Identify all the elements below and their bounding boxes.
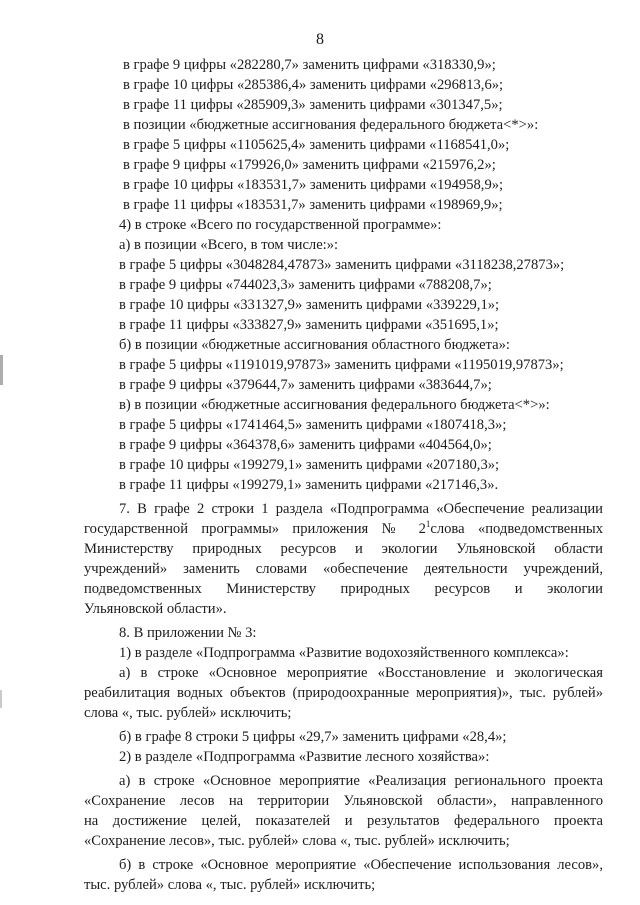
text-line: а) в позиции «Всего, в том числе:»:: [119, 237, 339, 253]
text-line: в графе 9 цифры «282280,7» заменить цифрами «318330,9»;: [123, 57, 496, 73]
text-line: в графе 10 цифры «331327,9» заменить цифрами «339229,1»;: [119, 297, 500, 313]
text-line: в графе 10 цифры «285386,4» заменить цифрами «296813,6»;: [123, 77, 504, 93]
text-line: в графе 9 цифры «179926,0» заменить цифрами «215976,2»;: [123, 157, 496, 173]
text-line: 2) в разделе «Подпрограмма «Развитие лесного хозяйства»:: [119, 749, 490, 765]
text-line: в графе 11 цифры «183531,7» заменить цифрами «198969,9»;: [123, 197, 503, 213]
text-fragment: государственной программы» приложения № 2: [84, 521, 426, 537]
scan-edge-mark: [0, 690, 2, 708]
text-line: в графе 5 цифры «1105625,4» заменить цифрами «1168541,0»;: [123, 137, 510, 153]
text-line: 4) в строке «Всего по государственной программе»:: [119, 217, 442, 233]
text-line: 1) в разделе «Подпрограмма «Развитие водохозяйственного комплекса»:: [119, 645, 569, 661]
text-line: слова «, тыс. рублей» исключить;: [84, 705, 292, 721]
text-line: тыс. рублей» слова «, тыс. рублей» исключить;: [84, 877, 376, 893]
text-line: в) в позиции «бюджетные ассигнования федерального бюджета<*>»:: [119, 397, 550, 413]
text-line: 8. В приложении № 3:: [119, 625, 257, 641]
text-line: а) в строке «Основное мероприятие «Восстановление и экологическая: [119, 665, 603, 681]
text-line: в графе 11 цифры «333827,9» заменить цифрами «351695,1»;: [119, 317, 499, 333]
text-line: б) в графе 8 строки 5 цифры «29,7» заменить цифрами «28,4»;: [119, 729, 507, 745]
superscript: 1: [425, 519, 431, 530]
text-line: [84, 520, 603, 539]
text-line: на достижение целей, показателей и результатов федерального проекта: [84, 813, 603, 829]
text-line: в графе 9 цифры «744023,3» заменить цифрами «788208,7»;: [119, 277, 492, 293]
text-line: в графе 10 цифры «183531,7» заменить цифрами «194958,9»;: [123, 177, 504, 193]
text-line: «Сохранение лесов», тыс. рублей» слова «, тыс. рублей» исключить;: [84, 833, 510, 849]
text-line: в графе 5 цифры «3048284,47873» заменить цифрами «3118238,27873»;: [119, 257, 565, 273]
text-line: в позиции «бюджетные ассигнования федерального бюджета<*>»:: [123, 117, 539, 133]
text-line: Ульяновской области».: [84, 601, 227, 617]
text-line: б) в строке «Основное мероприятие «Обеспечение использования лесов»,: [119, 857, 603, 873]
text-line: в графе 9 цифры «364378,6» заменить цифрами «404564,0»;: [119, 437, 492, 453]
page-number: 8: [316, 31, 324, 48]
text-line: в графе 11 цифры «285909,3» заменить цифрами «301347,5»;: [123, 97, 503, 113]
scan-edge-mark: [0, 355, 3, 385]
text-line: в графе 9 цифры «379644,7» заменить цифрами «383644,7»;: [119, 377, 492, 393]
text-line: учреждений» заменить словами «обеспечение деятельности учреждений,: [84, 561, 603, 577]
text-line: 7. В графе 2 строки 1 раздела «Подпрограмма «Обеспечение реализации: [119, 501, 603, 517]
text-fragment: слова «подведомственных: [430, 521, 603, 537]
text-line: б) в позиции «бюджетные ассигнования областного бюджета»:: [119, 337, 510, 353]
text-line: в графе 5 цифры «1741464,5» заменить цифрами «1807418,3»;: [119, 417, 507, 433]
text-line: «Сохранение лесов на территории Ульяновской области», направленного: [84, 793, 603, 809]
text-line: подведомственных Министерству природных ресурсов и экологии: [84, 581, 603, 597]
text-line: реабилитация водных объектов (природоохранные мероприятия)», тыс. рублей»: [84, 685, 603, 701]
text-line: в графе 5 цифры «1191019,97873» заменить цифрами «1195019,97873»;: [119, 357, 564, 373]
text-line: в графе 10 цифры «199279,1» заменить цифрами «207180,3»;: [119, 457, 500, 473]
text-line: в графе 11 цифры «199279,1» заменить цифрами «217146,3».: [119, 477, 499, 493]
text-line: а) в строке «Основное мероприятие «Реализация регионального проекта: [119, 773, 603, 789]
text-line: Министерству природных ресурсов и экологии Ульяновской области: [84, 541, 603, 557]
